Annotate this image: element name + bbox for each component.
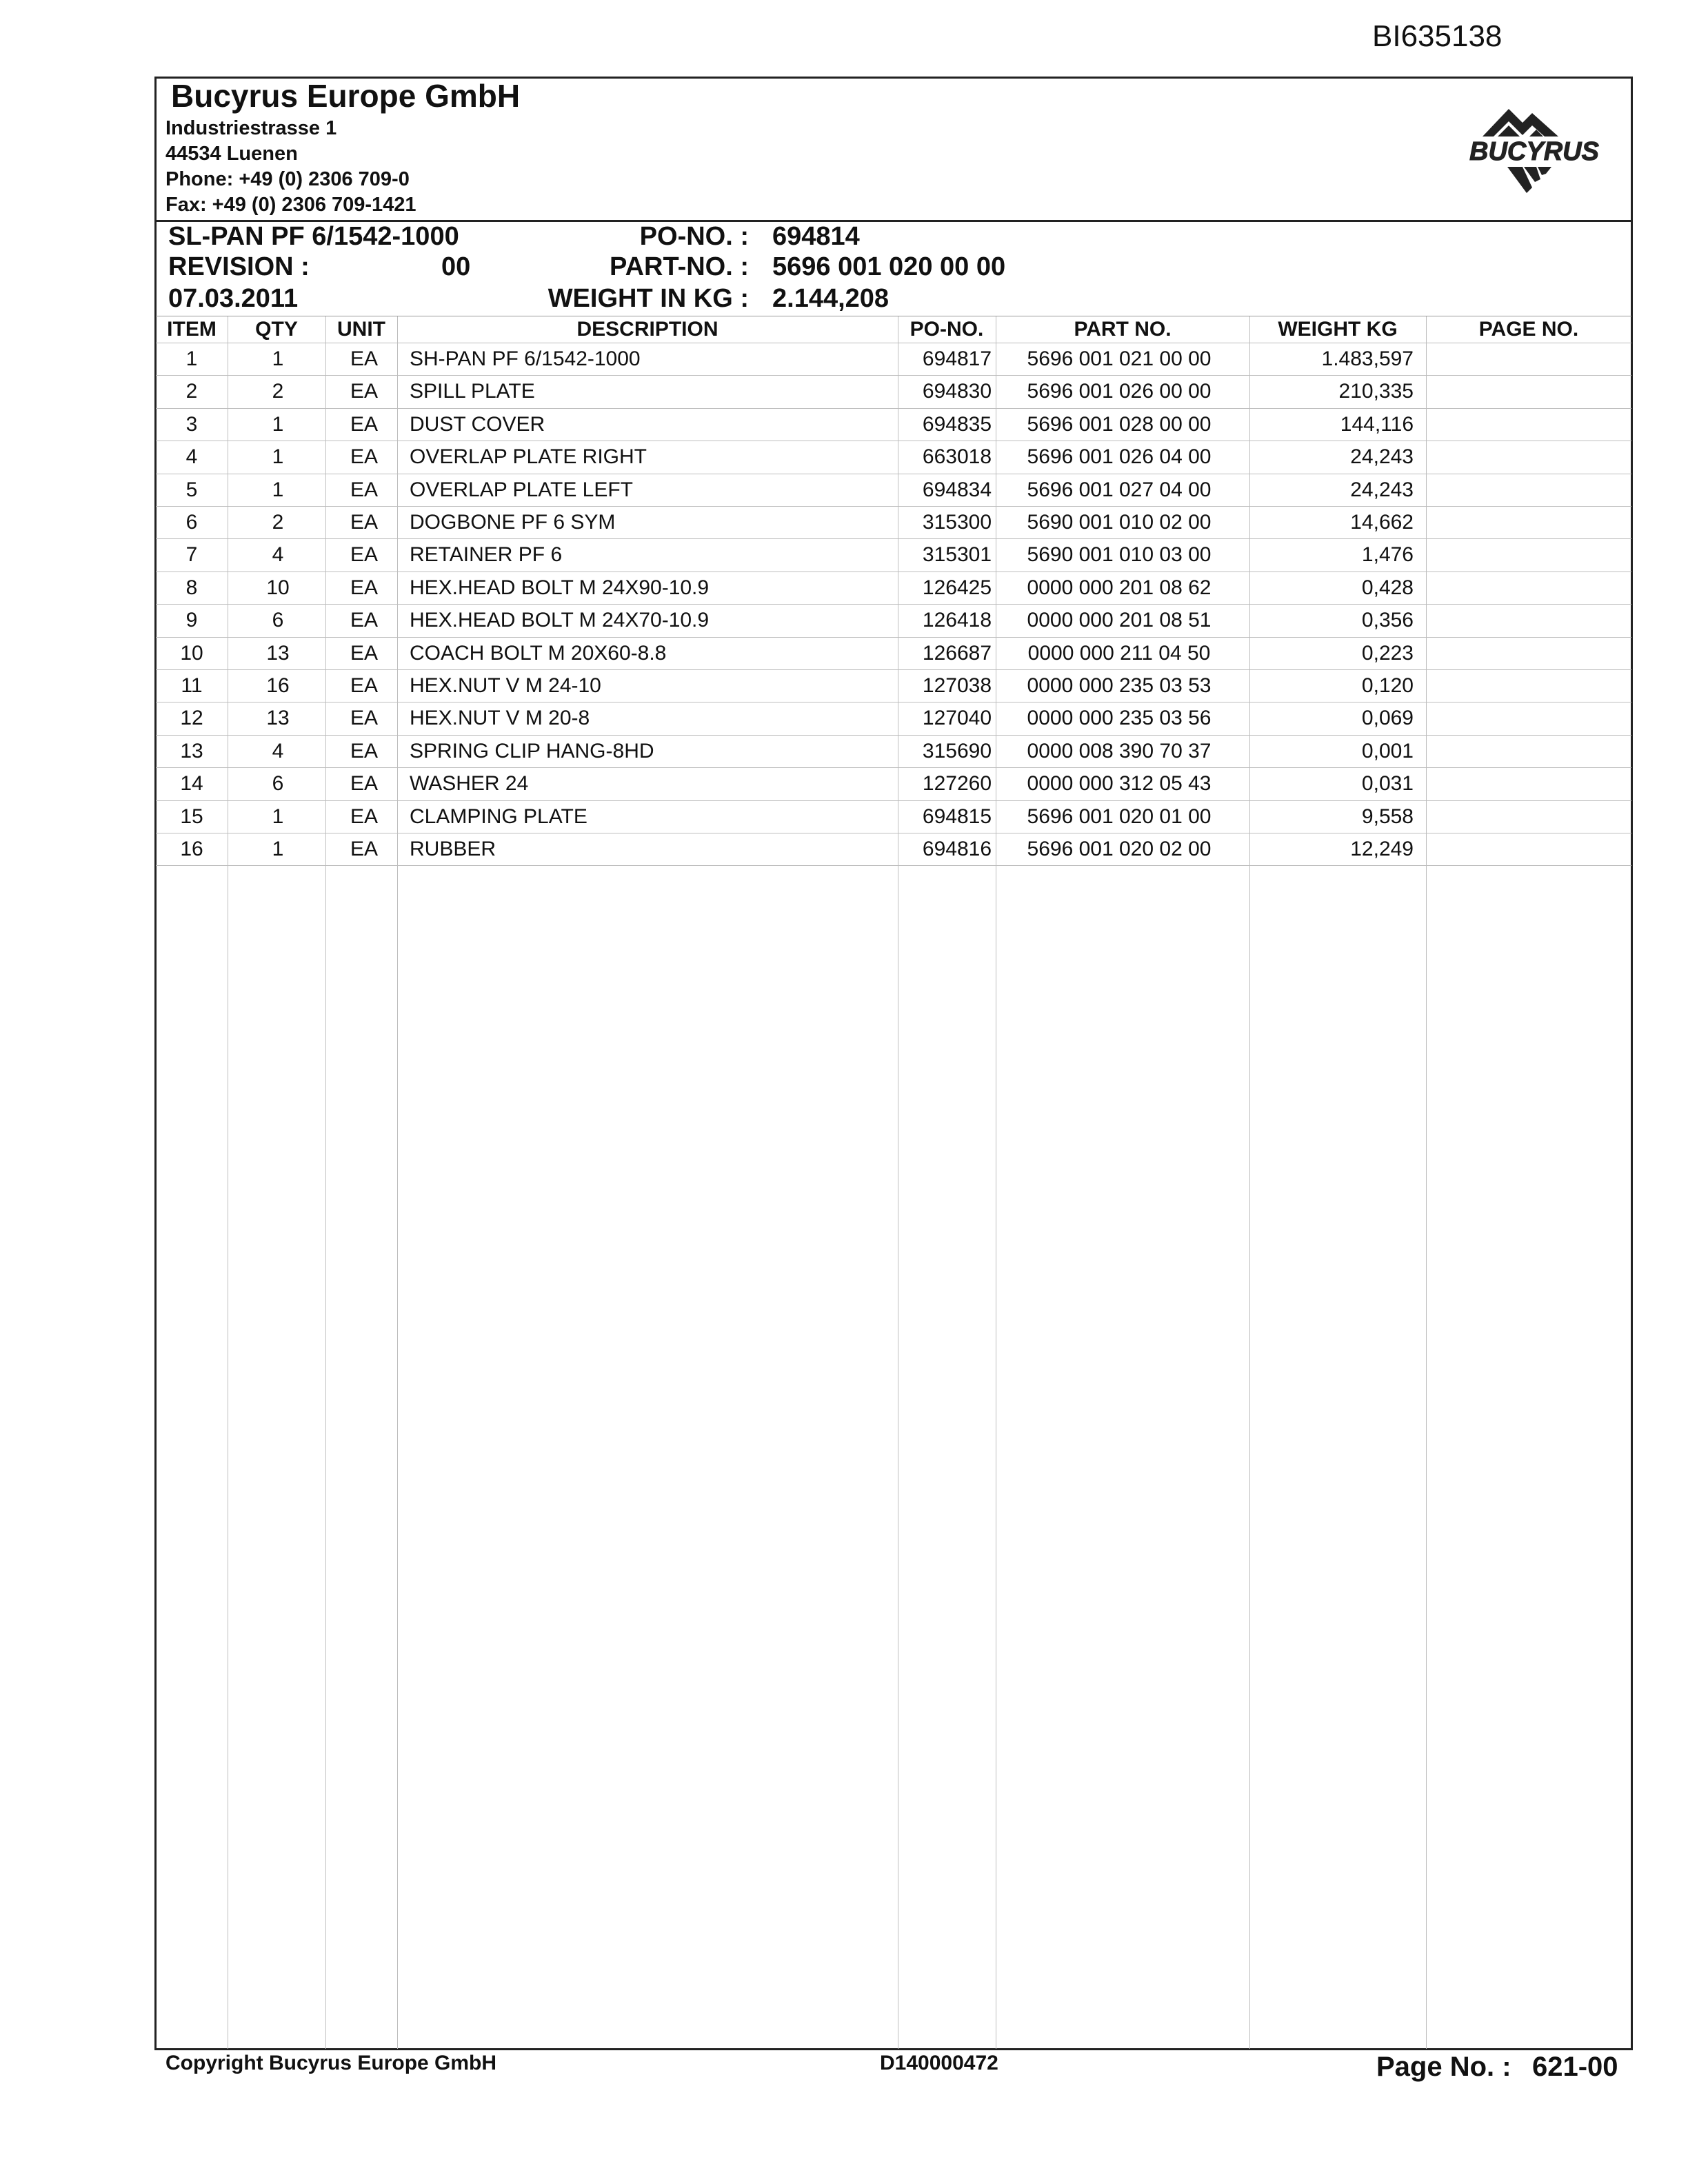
- weight-value: 2.144,208: [772, 284, 890, 313]
- column-header-qty: QTY: [255, 318, 298, 341]
- po-label: PO-NO. :: [639, 222, 749, 251]
- row-unit: EA: [350, 838, 379, 860]
- row-quantity: 6: [272, 609, 284, 632]
- table-row: [156, 506, 1631, 538]
- row-item-number: 1: [185, 347, 198, 370]
- table-row: [156, 572, 1631, 604]
- row-weight: 0,069: [1361, 707, 1414, 730]
- row-page-number: [1429, 474, 1630, 506]
- row-po-number: 127038: [922, 674, 992, 697]
- row-page-number: [1429, 441, 1630, 473]
- row-unit: EA: [350, 805, 379, 828]
- row-part-number: 0000 000 235 03 53: [1027, 674, 1212, 697]
- row-weight: 9,558: [1361, 805, 1414, 828]
- row-description: CLAMPING PLATE: [410, 805, 587, 828]
- row-weight: 0,223: [1361, 641, 1414, 665]
- row-page-number: [1429, 572, 1630, 604]
- copyright-notice: Copyright Bucyrus Europe GmbH: [165, 2052, 497, 2074]
- row-po-number: 126425: [922, 576, 992, 599]
- row-unit: EA: [350, 707, 379, 730]
- row-item-number: 8: [185, 576, 198, 599]
- svg-text:BUCYRUS: BUCYRUS: [1469, 137, 1599, 166]
- row-quantity: 10: [266, 576, 290, 599]
- row-unit: EA: [350, 445, 379, 469]
- row-part-number: 0000 000 235 03 56: [1027, 707, 1212, 730]
- table-row: [156, 735, 1631, 767]
- row-unit: EA: [350, 511, 379, 534]
- row-description: OVERLAP PLATE RIGHT: [410, 445, 647, 469]
- row-po-number: 694816: [922, 838, 992, 860]
- row-description: DUST COVER: [410, 412, 545, 436]
- row-part-number: 0000 000 211 04 50: [1027, 641, 1211, 665]
- row-weight: 144,116: [1340, 412, 1414, 436]
- row-po-number: 126418: [922, 609, 992, 632]
- row-weight: 24,243: [1350, 478, 1414, 501]
- row-po-number: 694834: [922, 478, 992, 501]
- row-po-number: 315300: [922, 511, 992, 534]
- row-page-number: [1429, 506, 1630, 538]
- row-part-number: 5696 001 020 01 00: [1027, 805, 1212, 828]
- row-description: OVERLAP PLATE LEFT: [410, 478, 634, 501]
- column-header-description: DESCRIPTION: [576, 318, 719, 341]
- table-row: [156, 702, 1631, 734]
- assembly-name: SL-PAN PF 6/1542-1000: [168, 222, 459, 251]
- row-po-number: 126687: [922, 641, 992, 665]
- revision-label: REVISION :: [168, 252, 310, 281]
- row-item-number: 11: [181, 674, 203, 697]
- row-description: HEX.HEAD BOLT M 24X70-10.9: [410, 609, 710, 632]
- row-page-number: [1429, 800, 1630, 833]
- row-item-number: 3: [185, 412, 198, 436]
- row-item-number: 10: [180, 641, 203, 665]
- row-po-number: 127260: [922, 772, 992, 796]
- table-row: [156, 669, 1631, 702]
- row-po-number: 315301: [922, 543, 992, 567]
- row-divider: [156, 865, 1631, 866]
- company-street: Industriestrasse 1: [165, 117, 337, 139]
- document-number: D140000472: [880, 2052, 998, 2074]
- row-weight: 0,428: [1361, 576, 1414, 599]
- row-quantity: 1: [272, 445, 284, 469]
- row-item-number: 12: [180, 707, 203, 730]
- page-number-value: 621-00: [1532, 2052, 1618, 2082]
- row-item-number: 13: [180, 739, 203, 762]
- row-description: SPRING CLIP HANG-8HD: [410, 739, 654, 762]
- revision-value: 00: [441, 252, 471, 281]
- row-item-number: 7: [185, 543, 198, 567]
- row-unit: EA: [350, 576, 379, 599]
- row-item-number: 5: [185, 478, 198, 501]
- row-item-number: 14: [180, 772, 203, 796]
- row-quantity: 1: [272, 412, 284, 436]
- column-header-item: ITEM: [167, 318, 217, 341]
- row-item-number: 6: [185, 511, 198, 534]
- row-unit: EA: [350, 609, 379, 632]
- row-quantity: 2: [272, 380, 284, 403]
- row-description: RETAINER PF 6: [410, 543, 563, 567]
- row-description: SPILL PLATE: [410, 380, 535, 403]
- row-page-number: [1429, 702, 1630, 734]
- row-weight: 1,476: [1361, 543, 1414, 567]
- row-part-number: 5696 001 027 04 00: [1027, 478, 1212, 501]
- row-weight: 0,001: [1361, 739, 1414, 762]
- company-city: 44534 Luenen: [165, 143, 298, 165]
- row-quantity: 4: [272, 543, 284, 567]
- row-quantity: 1: [272, 478, 284, 501]
- column-header-weight: WEIGHT KG: [1278, 318, 1398, 341]
- row-page-number: [1429, 637, 1630, 669]
- row-page-number: [1429, 833, 1630, 865]
- po-value: 694814: [772, 222, 860, 251]
- row-quantity: 1: [272, 838, 284, 860]
- table-row: [156, 833, 1631, 865]
- row-description: HEX.HEAD BOLT M 24X90-10.9: [410, 576, 710, 599]
- table-row: [156, 604, 1631, 636]
- row-quantity: 16: [266, 674, 290, 697]
- part-number-value: 5696 001 020 00 00: [772, 252, 1006, 281]
- row-unit: EA: [350, 543, 379, 567]
- footer-divider: [154, 2049, 1633, 2050]
- row-weight: 0,120: [1361, 674, 1414, 697]
- column-header-page: PAGE NO.: [1478, 318, 1579, 341]
- row-weight: 12,249: [1350, 838, 1414, 860]
- row-part-number: 0000 000 201 08 51: [1027, 609, 1212, 632]
- row-unit: EA: [350, 347, 379, 370]
- row-po-number: 127040: [922, 707, 992, 730]
- row-unit: EA: [350, 478, 379, 501]
- row-quantity: 13: [266, 641, 290, 665]
- row-part-number: 5696 001 021 00 00: [1027, 347, 1212, 370]
- row-description: RUBBER: [410, 838, 496, 860]
- row-quantity: 1: [272, 347, 284, 370]
- page-number-label: Page No. :: [1376, 2052, 1511, 2082]
- table-row: [156, 474, 1631, 506]
- table-row: [156, 800, 1631, 833]
- row-description: HEX.NUT V M 24-10: [410, 674, 601, 697]
- table-row: [156, 343, 1631, 375]
- row-part-number: 0000 000 201 08 62: [1027, 576, 1212, 599]
- row-page-number: [1429, 538, 1630, 571]
- row-description: HEX.NUT V M 20-8: [410, 707, 590, 730]
- row-page-number: [1429, 669, 1630, 702]
- row-page-number: [1429, 375, 1630, 407]
- row-part-number: 0000 000 312 05 43: [1027, 772, 1212, 796]
- row-weight: 210,335: [1338, 380, 1414, 403]
- table-row: [156, 637, 1631, 669]
- revision-date: 07.03.2011: [168, 284, 299, 313]
- row-page-number: [1429, 767, 1630, 800]
- column-header-part: PART NO.: [1074, 318, 1172, 341]
- row-page-number: [1429, 408, 1630, 441]
- row-description: WASHER 24: [410, 772, 529, 796]
- row-description: DOGBONE PF 6 SYM: [410, 511, 616, 534]
- row-part-number: 0000 008 390 70 37: [1027, 739, 1212, 762]
- row-po-number: 694835: [922, 412, 992, 436]
- row-page-number: [1429, 604, 1630, 636]
- row-unit: EA: [350, 412, 379, 436]
- weight-label: WEIGHT IN KG :: [547, 284, 749, 313]
- table-row: [156, 375, 1631, 407]
- row-po-number: 694817: [922, 347, 992, 370]
- row-weight: 0,356: [1361, 609, 1414, 632]
- row-weight: 1.483,597: [1321, 347, 1414, 370]
- row-quantity: 6: [272, 772, 284, 796]
- row-part-number: 5696 001 026 00 00: [1027, 380, 1212, 403]
- row-unit: EA: [350, 674, 379, 697]
- column-header-unit: UNIT: [337, 318, 385, 341]
- part-number-label: PART-NO. :: [610, 252, 749, 281]
- document-id: BI635138: [1372, 19, 1503, 53]
- row-item-number: 15: [180, 805, 203, 828]
- row-quantity: 4: [272, 739, 284, 762]
- row-quantity: 13: [266, 707, 290, 730]
- row-description: SH-PAN PF 6/1542-1000: [410, 347, 641, 370]
- row-item-number: 2: [185, 380, 198, 403]
- row-part-number: 5696 001 020 02 00: [1027, 838, 1212, 860]
- row-unit: EA: [350, 772, 379, 796]
- company-fax: Fax: +49 (0) 2306 709-1421: [165, 194, 416, 216]
- table-row: [156, 408, 1631, 441]
- row-item-number: 9: [185, 609, 198, 632]
- row-quantity: 1: [272, 805, 284, 828]
- table-row: [156, 767, 1631, 800]
- row-part-number: 5690 001 010 02 00: [1027, 511, 1212, 534]
- row-part-number: 5696 001 026 04 00: [1027, 445, 1212, 469]
- row-part-number: 5696 001 028 00 00: [1027, 412, 1212, 436]
- row-unit: EA: [350, 739, 379, 762]
- row-description: COACH BOLT M 20X60-8.8: [410, 641, 667, 665]
- row-weight: 14,662: [1350, 511, 1414, 534]
- row-page-number: [1429, 343, 1630, 375]
- table-row: [156, 538, 1631, 571]
- table-row: [156, 441, 1631, 473]
- row-part-number: 5690 001 010 03 00: [1027, 543, 1212, 567]
- row-unit: EA: [350, 641, 379, 665]
- column-header-po: PO-NO.: [910, 318, 984, 341]
- row-po-number: 663018: [922, 445, 992, 469]
- row-item-number: 4: [185, 445, 198, 469]
- row-unit: EA: [350, 380, 379, 403]
- row-quantity: 2: [272, 511, 284, 534]
- row-po-number: 694830: [922, 380, 992, 403]
- company-name: Bucyrus Europe GmbH: [171, 78, 521, 114]
- row-weight: 24,243: [1350, 445, 1414, 469]
- row-item-number: 16: [180, 838, 203, 860]
- company-phone: Phone: +49 (0) 2306 709-0: [165, 168, 410, 190]
- row-po-number: 315690: [922, 739, 992, 762]
- bucyrus-logo: [1455, 103, 1614, 200]
- row-po-number: 694815: [922, 805, 992, 828]
- row-page-number: [1429, 735, 1630, 767]
- row-weight: 0,031: [1361, 772, 1414, 796]
